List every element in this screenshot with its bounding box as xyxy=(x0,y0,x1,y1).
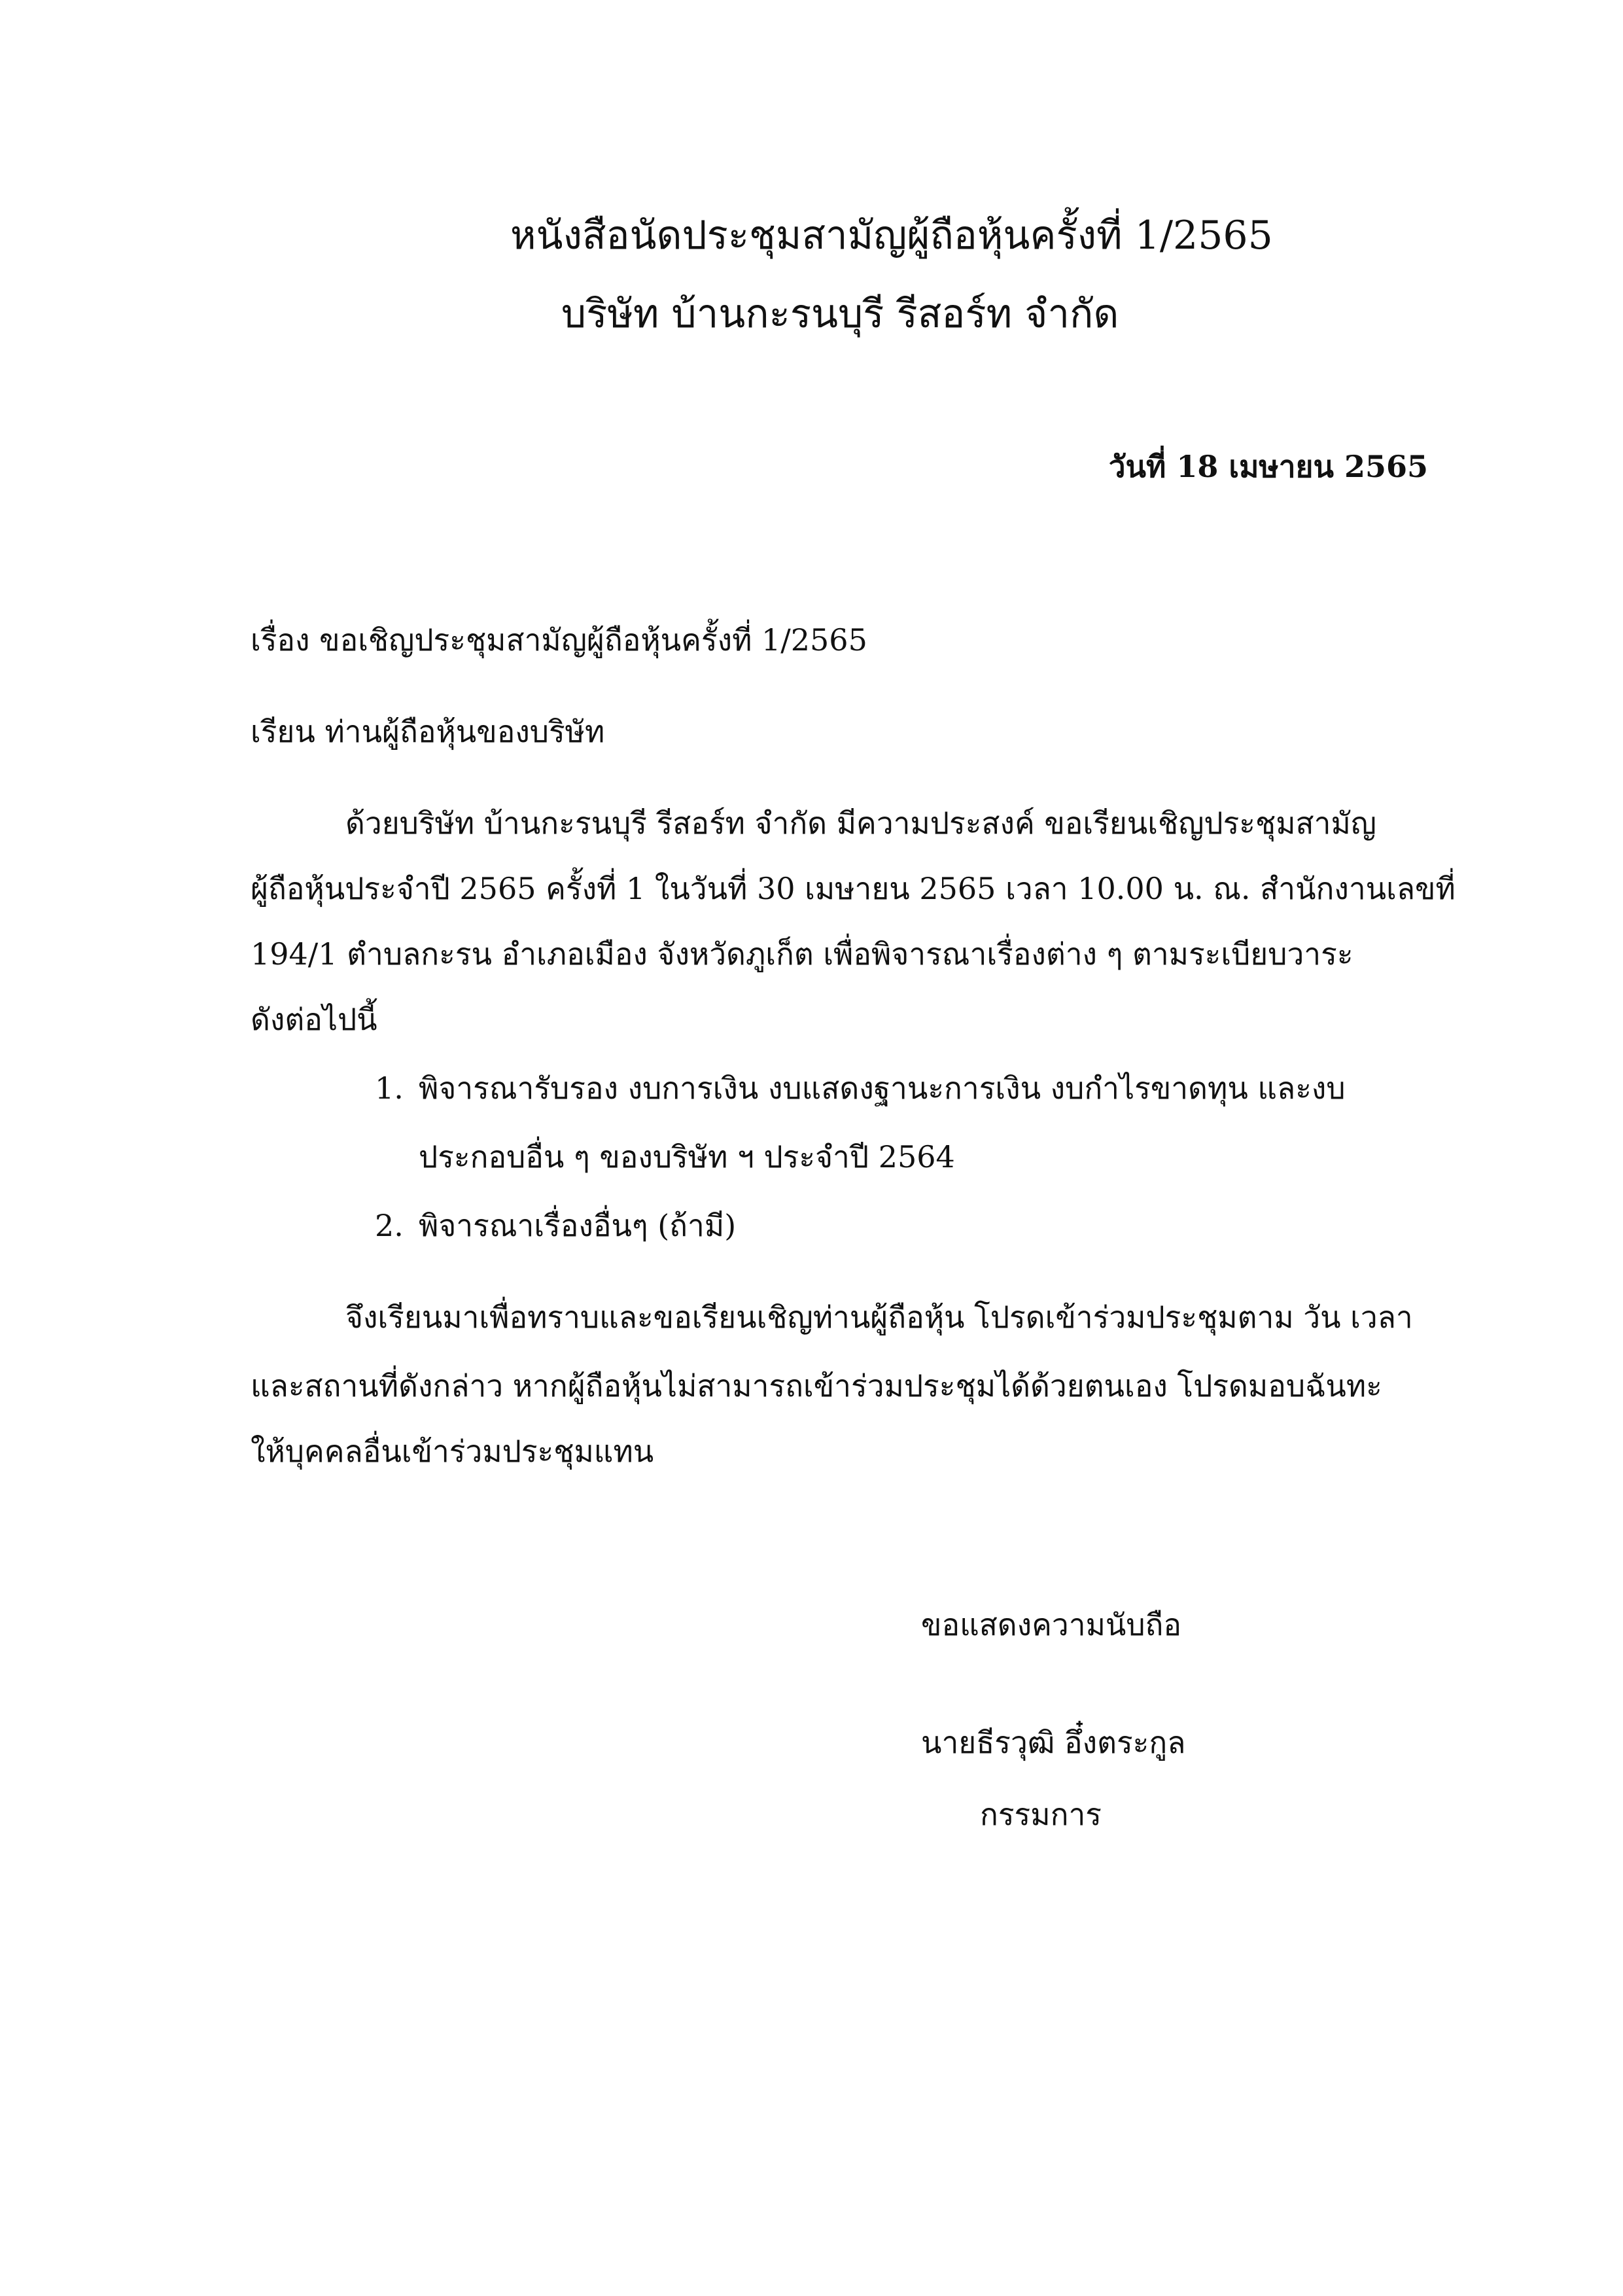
agenda-item-2-line1: พิจารณาเรื่องอื่นๆ (ถ้ามี) xyxy=(419,1208,737,1243)
paragraph2-line1: จึงเรียนมาเพื่อทราบและขอเรียนเชิญท่านผู้ถือหุ้น โปรดเข้าร่วมประชุมตาม วัน เวลา xyxy=(345,1299,1413,1335)
agenda-item-1-number: 1. xyxy=(375,1070,404,1106)
title-line-2: บริษัท บ้านกะรนบุรี รีสอร์ท จำกัด xyxy=(561,291,1119,337)
agenda-item-1-line2: ประกอบอื่น ๆ ของบริษัท ฯ ประจำปี 2564 xyxy=(419,1139,955,1174)
subject-line: เรื่อง ขอเชิญประชุมสามัญผู้ถือหุ้นครั้งที่ 1/2565 xyxy=(251,622,867,658)
paragraph1-line1: ด้วยบริษัท บ้านกะรนบุรี รีสอร์ท จำกัด มีความประสงค์ ขอเรียนเชิญประชุมสามัญ xyxy=(345,805,1376,841)
signer-title: กรรมการ xyxy=(980,1797,1102,1832)
signer-name: นายธีรวุฒิ อึ๋งตระกูล xyxy=(921,1725,1186,1760)
paragraph2-line3: ให้บุคคลอื่นเข้าร่วมประชุมแทน xyxy=(251,1434,654,1469)
agenda-item-2-number: 2. xyxy=(375,1208,404,1243)
closing-line: ขอแสดงความนับถือ xyxy=(921,1607,1182,1642)
letter-date: วันที่ 18 เมษายน 2565 xyxy=(1108,449,1428,484)
paragraph1-line3: 194/1 ตำบลกะรน อำเภอเมือง จังหวัดภูเก็ต เพื่อพิจารณาเรื่องต่าง ๆ ตามระเบียบวาระ xyxy=(251,936,1353,972)
paragraph1-line4: ดังต่อไปนี้ xyxy=(251,1002,377,1037)
paragraph2-line2: และสถานที่ดังกล่าว หากผู้ถือหุ้นไม่สามารถเข้าร่วมประชุมได้ด้วยตนเอง โปรดมอบฉันทะ xyxy=(251,1368,1382,1404)
salutation-line: เรียน ท่านผู้ถือหุ้นของบริษัท xyxy=(251,714,605,749)
agenda-item-1-line1: พิจารณารับรอง งบการเงิน งบแสดงฐานะการเงิน งบกำไรขาดทุน และงบ xyxy=(419,1070,1346,1106)
paragraph1-line2: ผู้ถือหุ้นประจำปี 2565 ครั้งที่ 1 ในวันที่ 30 เมษายน 2565 เวลา 10.00 น. ณ. สำนักงานเลขที่ xyxy=(251,871,1456,906)
title-line-1: หนังสือนัดประชุมสามัญผู้ถือหุ้นครั้งที่ 1/2565 xyxy=(510,213,1273,258)
